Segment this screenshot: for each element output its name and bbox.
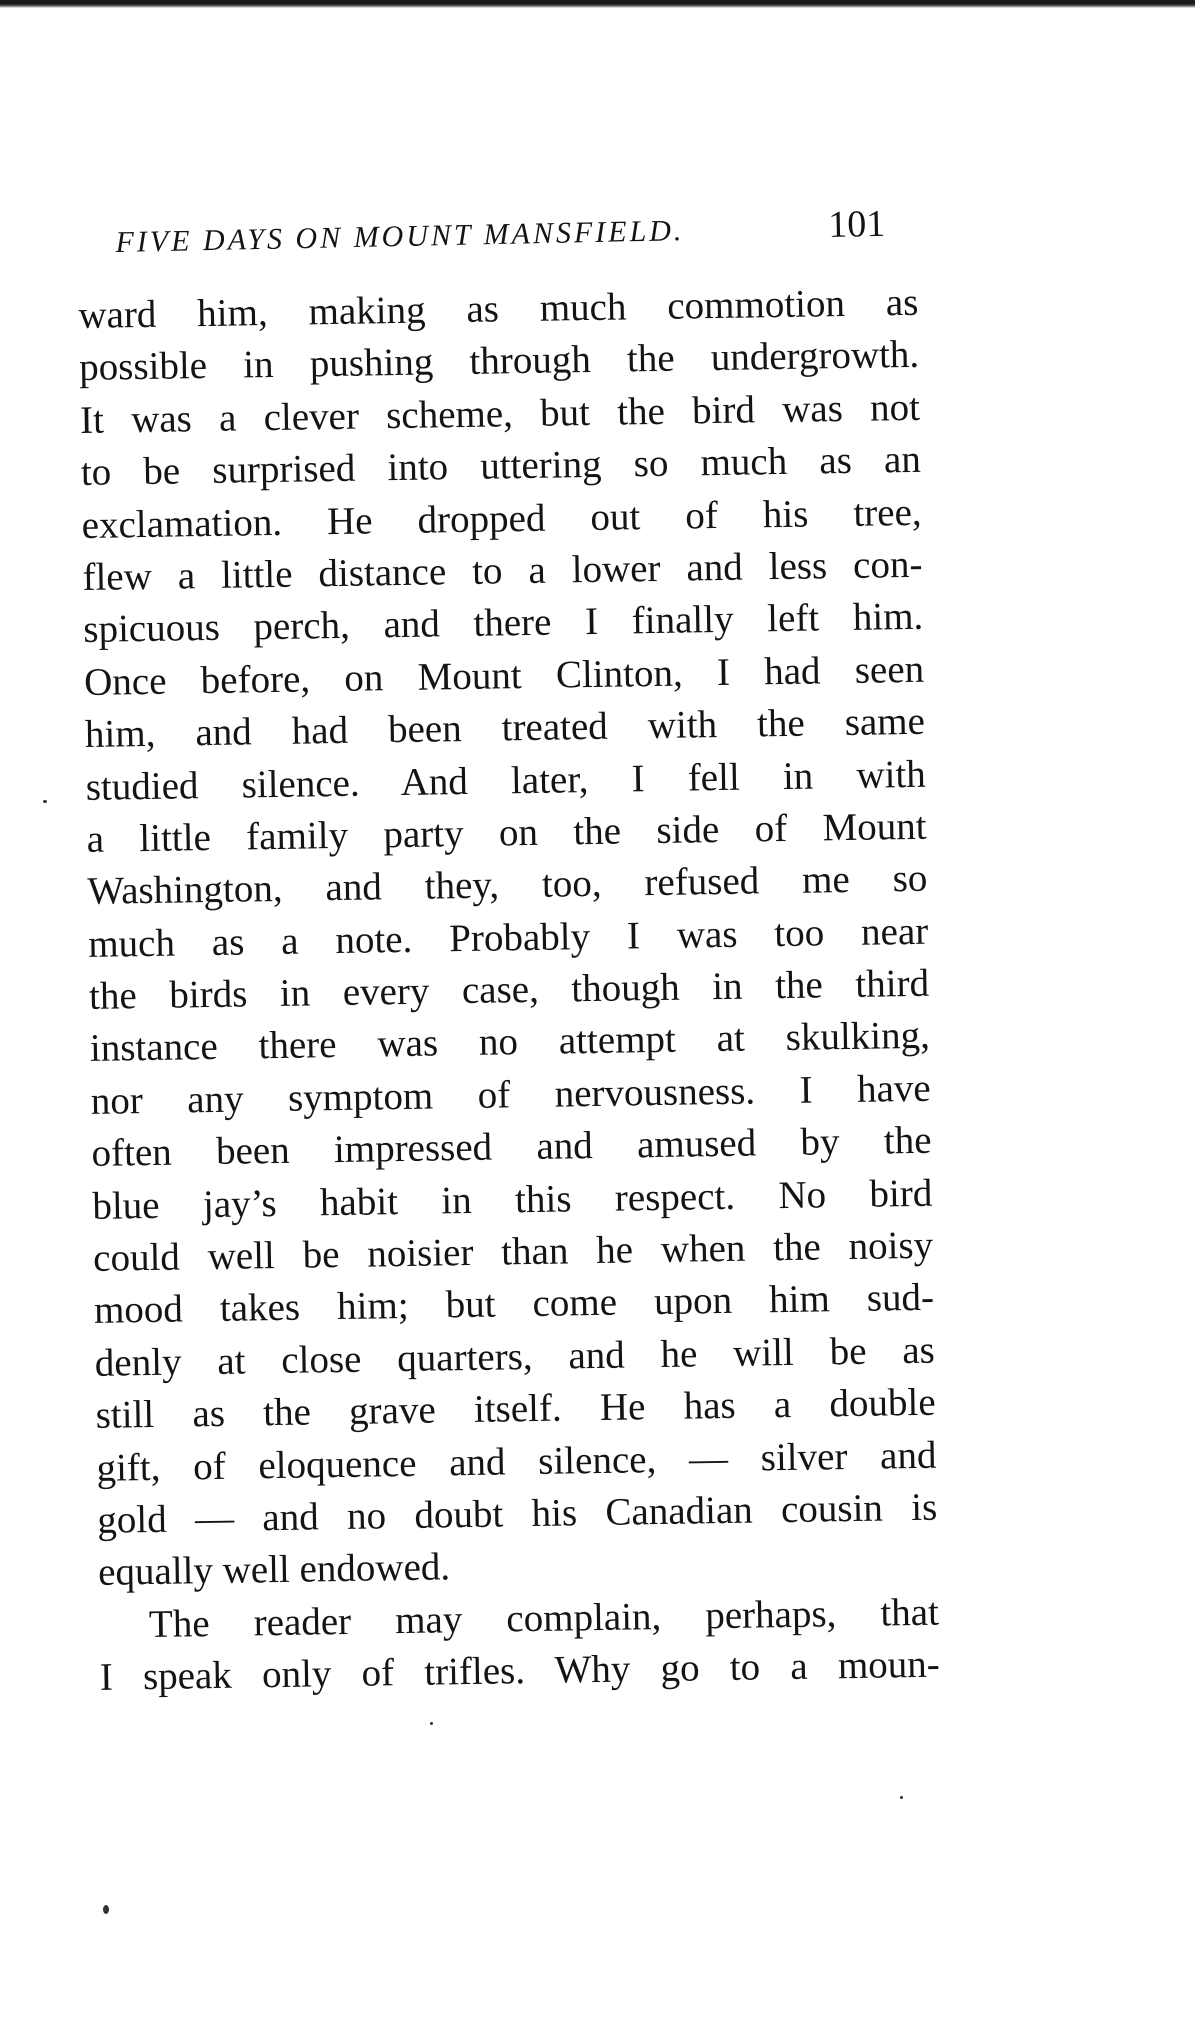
text-line: gift, of eloquence and silence, — silver and	[96, 1433, 937, 1490]
text-line: blue jay’s habit in this respect. No bird	[92, 1171, 933, 1228]
text-line: still as the grave itself. He has a double	[95, 1380, 936, 1438]
text-line: denly at close quarters, and he will be as	[94, 1328, 936, 1385]
text-line: spicuous perch, and there I finally left him.	[83, 595, 924, 652]
text-line: ward him, making as much commotion as	[78, 280, 919, 337]
text-line: mood takes him; but come upon him sud-	[93, 1276, 935, 1333]
page-top-edge	[0, 0, 1195, 8]
text-line: often been impressed and amused by the	[91, 1118, 932, 1176]
text-line: the birds in every case, though in the third	[88, 961, 930, 1018]
text-line: a little family party on the side of Mount	[86, 804, 927, 861]
body-text	[78, 277, 940, 1705]
text-line: Washington, and they, too, refused me so	[87, 857, 928, 914]
text-line: to be surprised into uttering so much as an	[80, 437, 922, 495]
text-line: It was a clever scheme, but the bird was not	[79, 385, 921, 442]
text-line: possible in pushing through the undergrowth.	[78, 333, 920, 390]
scan-speck	[43, 800, 47, 803]
page-number: 101	[827, 202, 886, 247]
text-line: Once before, on Mount Clinton, I had seen	[83, 647, 925, 704]
text-line: exclamation. He dropped out of his tree,	[81, 490, 922, 547]
text-line: instance there was no attempt at skulking,	[89, 1014, 931, 1071]
scan-speck	[430, 1722, 433, 1725]
text-line: much as a note. Probably I was too near	[87, 909, 929, 966]
text-line: I speak only of trifles. Why go to a moun-	[99, 1642, 941, 1699]
text-line-paragraph-end: equally well endowed.	[97, 1545, 451, 1595]
text-line: studied silence. And later, I fell in with	[85, 752, 927, 809]
scan-speck	[103, 1905, 109, 1914]
text-line: gold — and no doubt his Canadian cousin is	[96, 1485, 938, 1542]
running-title: FIVE DAYS ON MOUNT MANSFIELD.	[115, 214, 685, 259]
running-head	[115, 202, 886, 268]
text-line-paragraph-start: The reader may complain, perhaps, that	[148, 1590, 940, 1646]
text-line: could well be noisier than he when the noisy	[92, 1223, 934, 1280]
text-line: flew a little distance to a lower and less con-	[82, 542, 923, 599]
text-line: nor any symptom of nervousness. I have	[90, 1066, 931, 1123]
scan-speck	[900, 1796, 903, 1799]
text-line: him, and had been treated with the same	[84, 699, 926, 757]
